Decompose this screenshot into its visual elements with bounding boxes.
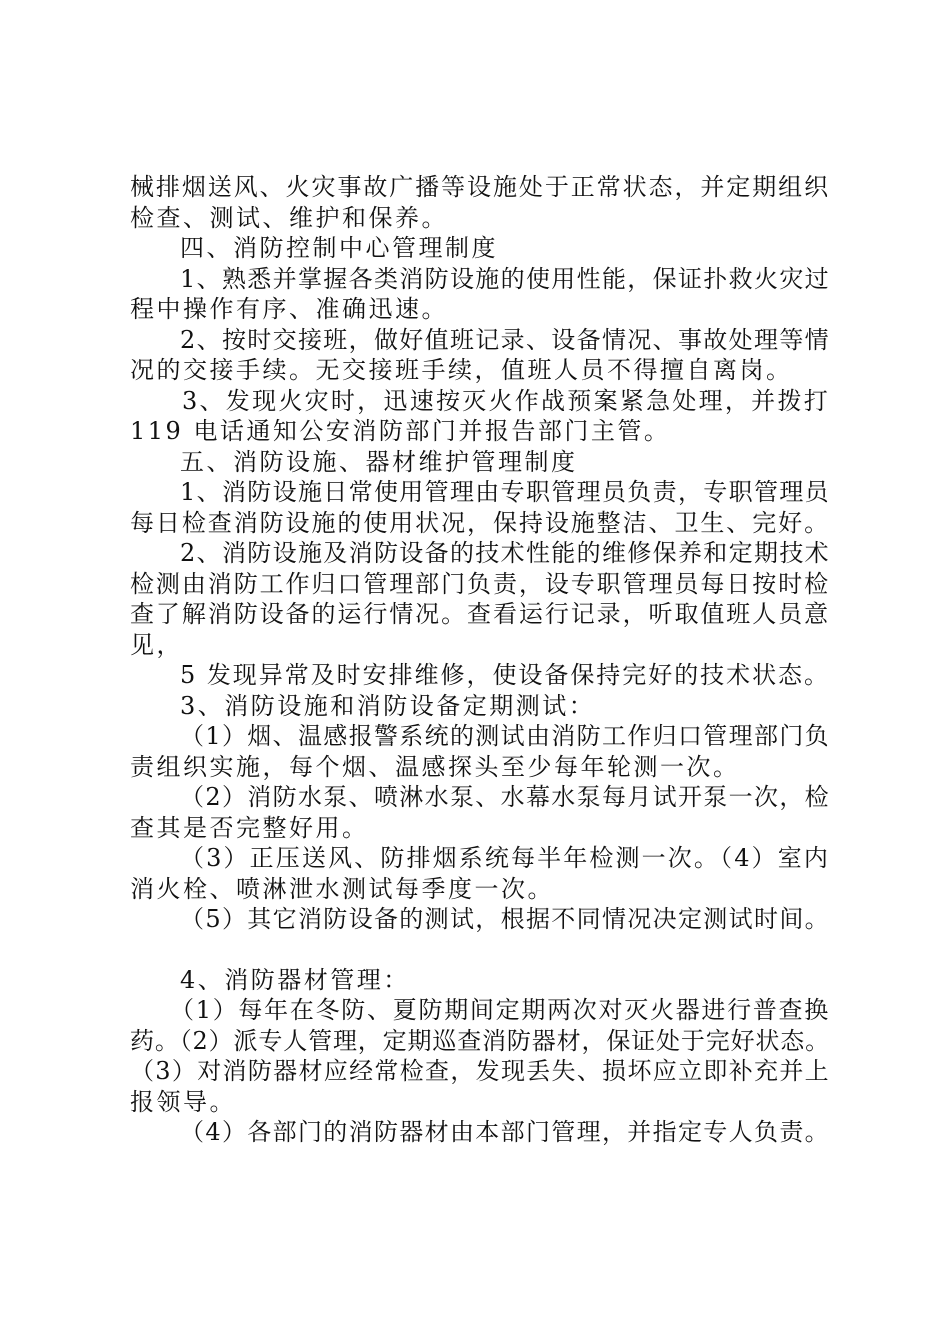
text-line: 责组织实施，每个烟、温感探头至少每年轮测一次。 bbox=[130, 752, 740, 781]
text-line: 械排烟送风、火灾事故广播等设施处于正常状态，并定期组织 bbox=[130, 173, 830, 201]
document-body bbox=[130, 172, 830, 1148]
text-line: 报领导。 bbox=[130, 1087, 236, 1116]
subsection-heading: 4、消防器材管理： bbox=[180, 965, 410, 994]
text-line: 2、按时交接班，做好值班记录、设备情况、事故处理等情 bbox=[180, 325, 830, 354]
text-line: 1、熟悉并掌握各类消防设施的使用性能，保证扑救火灾过 bbox=[180, 264, 830, 293]
text-line: 查其是否完整好用。 bbox=[130, 813, 369, 842]
subsection-heading: 3、消防设施和消防设备定期测试： bbox=[180, 691, 596, 720]
text-line: 2、消防设施及消防设备的技术性能的维修保养和定期技术 bbox=[180, 539, 830, 567]
text-line: 检查、测试、维护和保养。 bbox=[130, 203, 448, 232]
text-line: 程中操作有序、准确迅速。 bbox=[130, 295, 448, 323]
text-line: 5 发现异常及时安排维修，使设备保持完好的技术状态。 bbox=[180, 661, 830, 689]
text-line: 每日检查消防设施的使用状况，保持设施整洁、卫生、完好。 bbox=[130, 508, 830, 537]
text-line: （1）烟、温感报警系统的测试由消防工作归口管理部门负 bbox=[180, 722, 830, 750]
text-line: 119 电话通知公安消防部门并报告部门主管。 bbox=[130, 417, 671, 445]
text-line: 药。（2）派专人管理，定期巡查消防器材，保证处于完好状态。 bbox=[130, 1026, 830, 1055]
section-heading: 五、消防设施、器材维护管理制度 bbox=[180, 447, 578, 476]
text-line: 查了解消防设备的运行情况。查看运行记录，听取值班人员意 bbox=[130, 600, 830, 628]
paragraph-gap bbox=[130, 935, 830, 965]
text-line: 消火栓、喷淋泄水测试每季度一次。 bbox=[130, 874, 554, 903]
section-heading: 四、消防控制中心管理制度 bbox=[180, 234, 498, 262]
text-line: （3）正压送风、防排烟系统每半年检测一次。（4）室内 bbox=[180, 844, 830, 872]
text-line: 检测由消防工作归口管理部门负责，设专职管理员每日按时检 bbox=[130, 569, 830, 598]
text-line: （4）各部门的消防器材由本部门管理，并指定专人负责。 bbox=[180, 1118, 830, 1146]
text-line: 见， bbox=[130, 630, 183, 659]
text-line: （1）每年在冬防、夏防期间定期两次对灭火器进行普查换 bbox=[170, 996, 830, 1024]
text-line: 况的交接手续。无交接班手续，值班人员不得擅自离岗。 bbox=[130, 356, 793, 384]
text-line: 3、发现火灾时，迅速按灭火作战预案紧急处理，并拨打 bbox=[182, 386, 830, 415]
text-line: （5）其它消防设备的测试，根据不同情况决定测试时间。 bbox=[180, 905, 830, 933]
text-line: 1、消防设施日常使用管理由专职管理员负责，专职管理员 bbox=[180, 478, 830, 506]
text-line: （3）对消防器材应经常检查，发现丢失、损坏应立即补充并上 bbox=[130, 1057, 830, 1085]
text-line: （2）消防水泵、喷淋水泵、水幕水泵每月试开泵一次，检 bbox=[180, 783, 830, 811]
